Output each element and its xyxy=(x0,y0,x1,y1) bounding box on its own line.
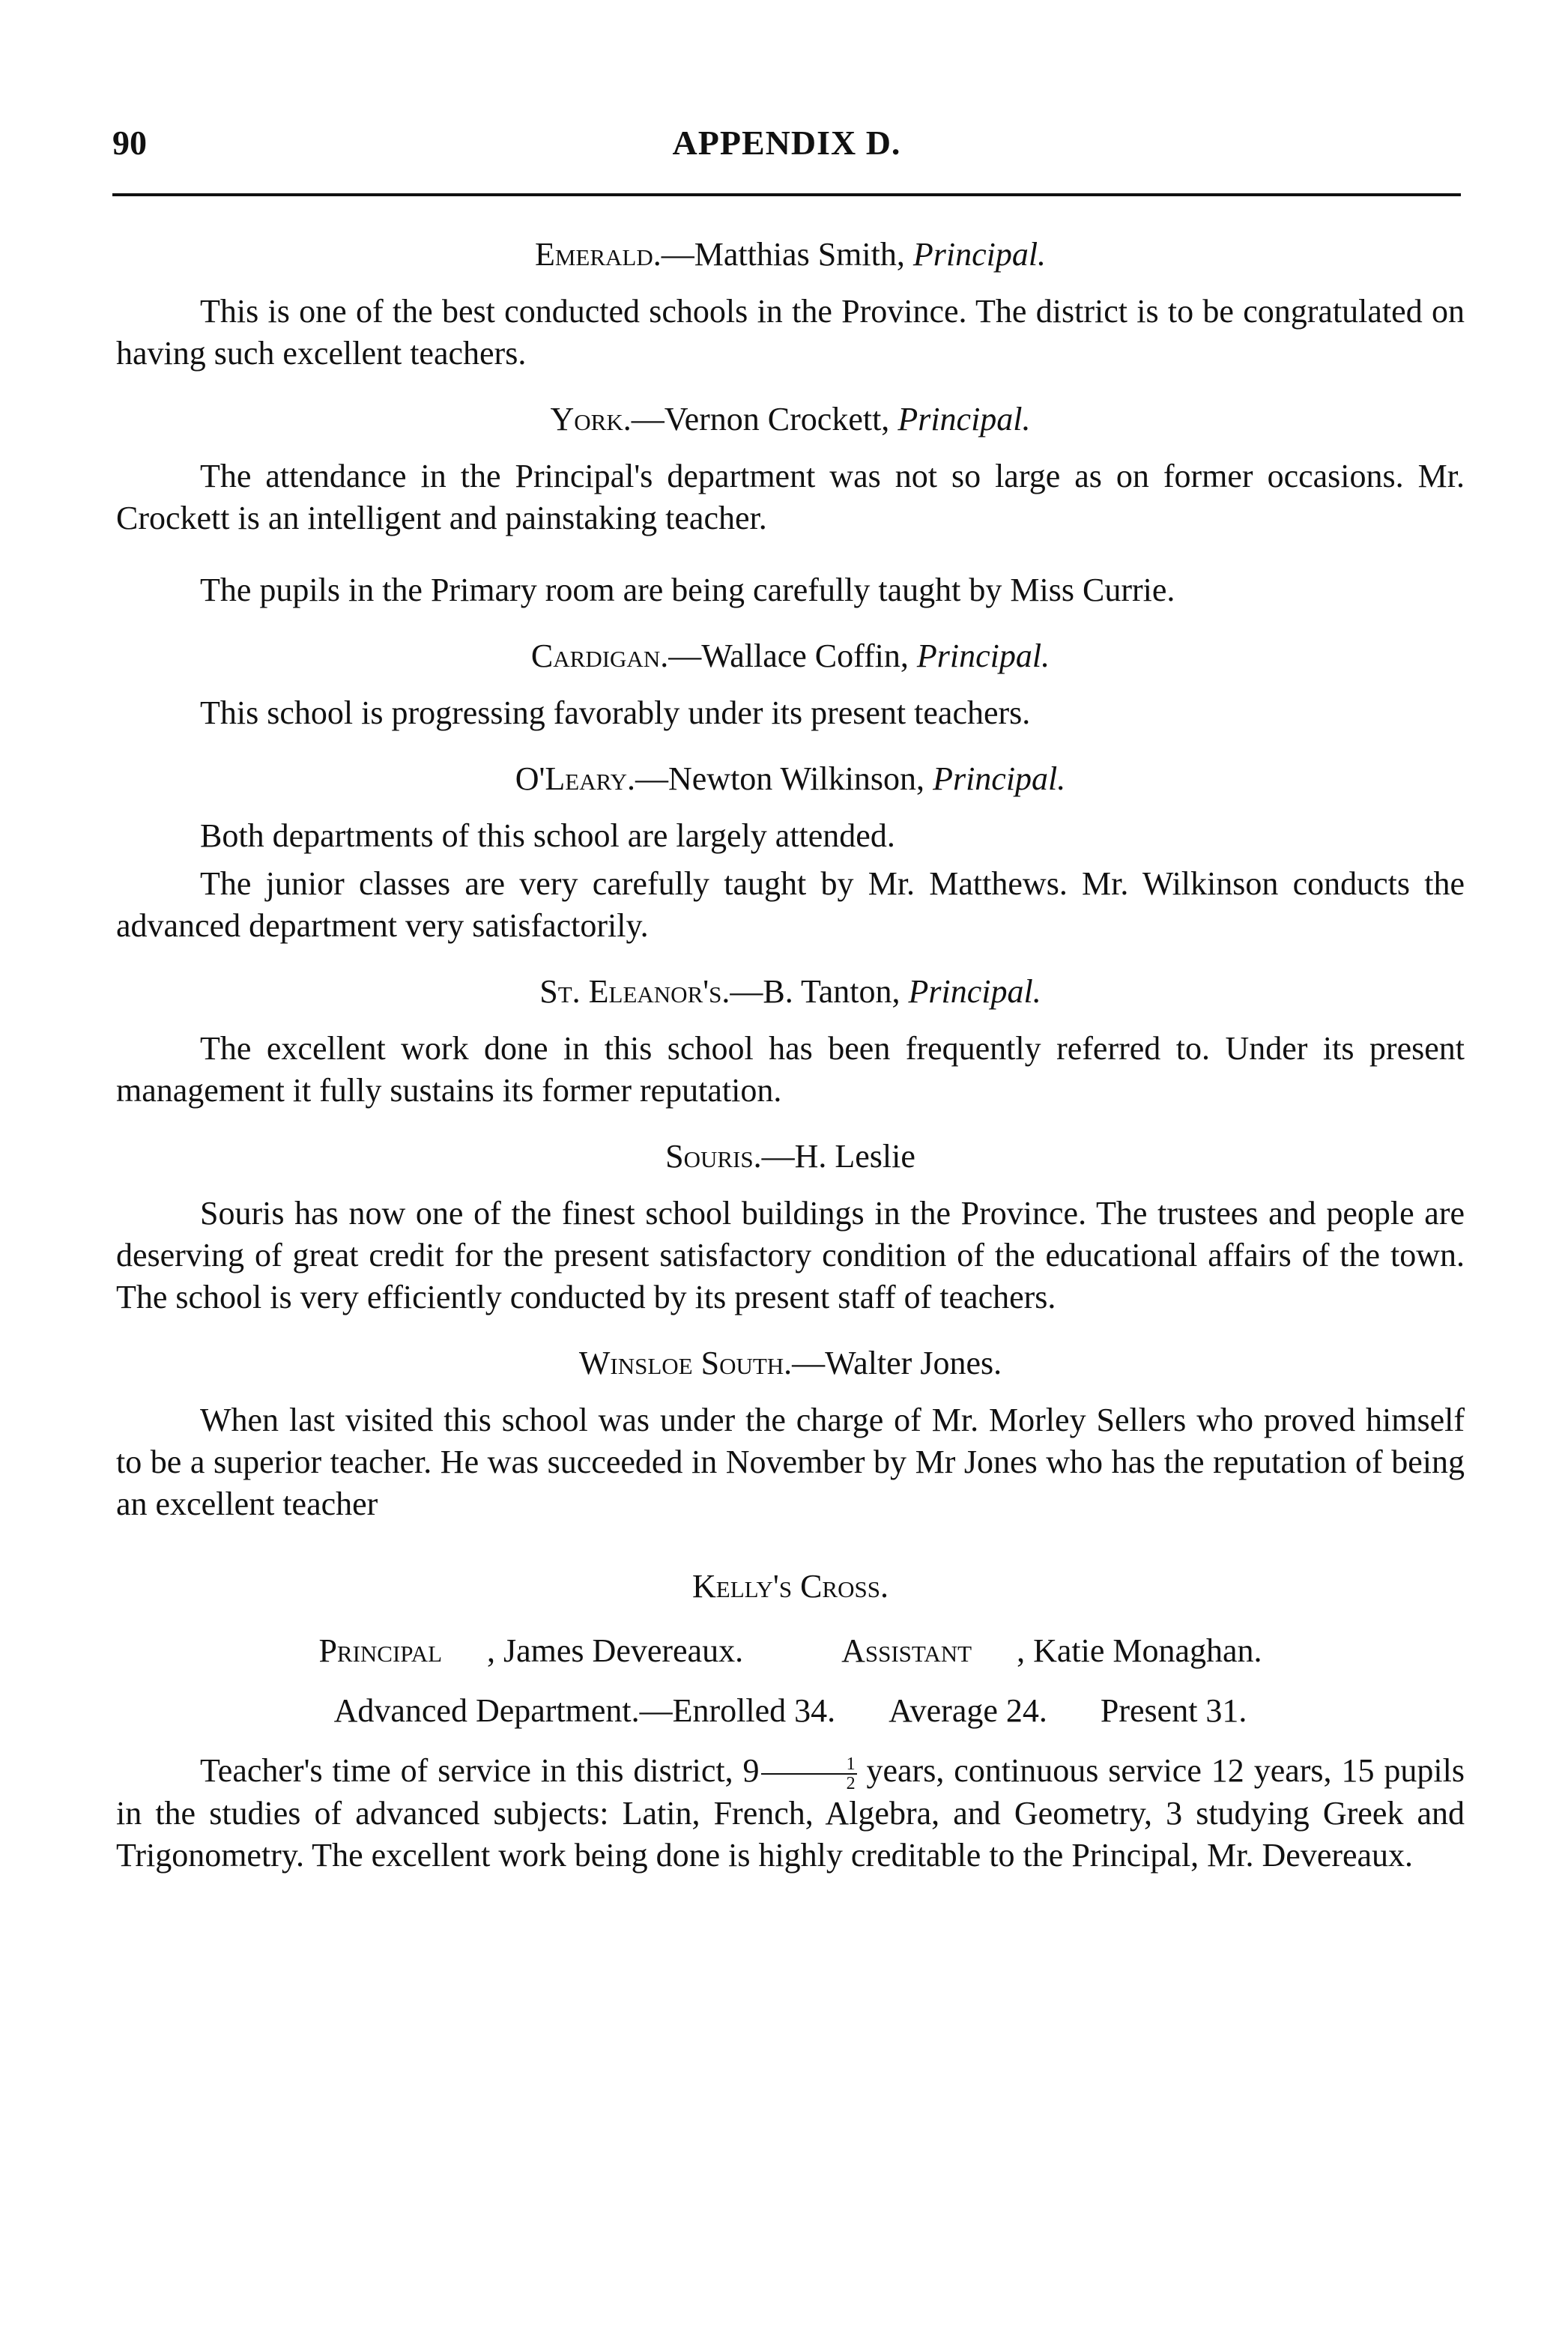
running-title: APPENDIX D. xyxy=(672,124,901,162)
section-heading-kellys-cross xyxy=(116,1566,1465,1608)
school-name: St. Eleanor's xyxy=(539,973,722,1010)
school-role: Principal. xyxy=(908,973,1041,1010)
assistant-entry xyxy=(819,1632,1284,1669)
school-name: York xyxy=(550,401,623,437)
average-stat: Average 24. xyxy=(889,1692,1047,1729)
section-heading-emerald xyxy=(116,234,1465,276)
school-name: Winsloe South xyxy=(578,1345,784,1381)
page-body xyxy=(116,225,1465,1877)
paragraph: When last visited this school was under the charge of Mr. Morley Sellers who proved himself to be a superior teacher. He was succeeded in November by Mr Jones who has the reputation of being an excellent teacher xyxy=(116,1402,1465,1522)
fraction-denominator: 2 xyxy=(846,1773,856,1793)
paragraph-start: Teacher's time of service in this district, 9 xyxy=(200,1752,760,1789)
paragraph: This is one of the best conducted schools in the Province. The district is to be congratulated on having such excellent teachers. xyxy=(116,293,1465,372)
school-person: .—Newton Wilkinson, xyxy=(626,760,933,797)
school-role: Principal. xyxy=(916,637,1050,674)
principal-name: , James Devereaux. xyxy=(487,1632,744,1669)
staff-line xyxy=(116,1630,1465,1672)
page-number: 90 xyxy=(112,124,147,162)
school-person: .—B. Tanton, xyxy=(721,973,909,1010)
school-name: Emerald xyxy=(534,236,653,273)
enrolled-stat: Advanced Department.—Enrolled 34. xyxy=(333,1692,836,1729)
paragraph: The attendance in the Principal's department was not so large as on former occasions. Mr. Crockett is an intelligent and painstaking teacher. xyxy=(116,458,1465,536)
assistant-name: , Katie Monaghan. xyxy=(1017,1632,1262,1669)
principal-label: Principal xyxy=(318,1632,443,1669)
school-name: Souris xyxy=(665,1138,754,1175)
section-heading-york xyxy=(116,399,1465,440)
school-role: Principal. xyxy=(897,401,1031,437)
paragraph xyxy=(116,1750,1465,1877)
school-role: Principal. xyxy=(933,760,1066,797)
paragraph-end: years, continuous service 12 years, 15 pupils in the studies of advanced subjects: Latin, French, Algebra, and Geometry, 3 studying Greek and Trigonometry. The excellent work being done is highly creditable to the Principal, Mr. Devereaux. xyxy=(116,1752,1465,1874)
section-heading-st-eleanors xyxy=(116,971,1465,1013)
school-person: .—Matthias Smith, xyxy=(653,236,913,273)
present-stat: Present 31. xyxy=(1100,1692,1247,1729)
school-role: Principal. xyxy=(912,236,1047,273)
paragraph: Both departments of this school are largely attended. xyxy=(200,817,895,854)
school-name: O'Leary xyxy=(515,760,627,797)
enrollment-line xyxy=(116,1690,1465,1732)
header-rule xyxy=(112,193,1461,196)
paragraph: The excellent work done in this school has been frequently referred to. Under its present management it fully sustains its former reputation. xyxy=(116,1030,1465,1109)
section-heading-winsloe-south xyxy=(116,1342,1465,1384)
page-header xyxy=(112,112,1461,172)
paragraph: This school is progressing favorably under its present teachers. xyxy=(200,694,1031,731)
assistant-label: Assistant xyxy=(841,1632,972,1669)
school-person: .—Vernon Crockett, xyxy=(623,401,898,437)
section-heading-souris xyxy=(116,1136,1465,1178)
principal-entry xyxy=(296,1632,766,1669)
paragraph: The junior classes are very carefully taught by Mr. Matthews. Mr. Wilkinson conducts the advanced department very satisfactorily. xyxy=(116,865,1465,944)
paragraph: The pupils in the Primary room are being carefully taught by Miss Currie. xyxy=(200,572,1175,608)
section-heading-oleary xyxy=(116,758,1465,800)
fraction-numerator: 1 xyxy=(761,1755,857,1775)
school-name: Kelly's Cross. xyxy=(692,1568,889,1605)
paragraph: Souris has now one of the finest school buildings in the Province. The trustees and people are deserving of great credit for the present satisfactory condition of the educational affairs of the town. The school is very efficiently conducted by its present staff of teachers. xyxy=(116,1195,1465,1315)
school-person: .—H. Leslie xyxy=(753,1138,915,1175)
school-person: .—Walter Jones. xyxy=(784,1345,1002,1381)
school-name: Cardigan xyxy=(530,637,661,674)
fraction-half xyxy=(761,1755,857,1793)
section-heading-cardigan xyxy=(116,635,1465,677)
school-person: .—Wallace Coffin, xyxy=(660,637,917,674)
